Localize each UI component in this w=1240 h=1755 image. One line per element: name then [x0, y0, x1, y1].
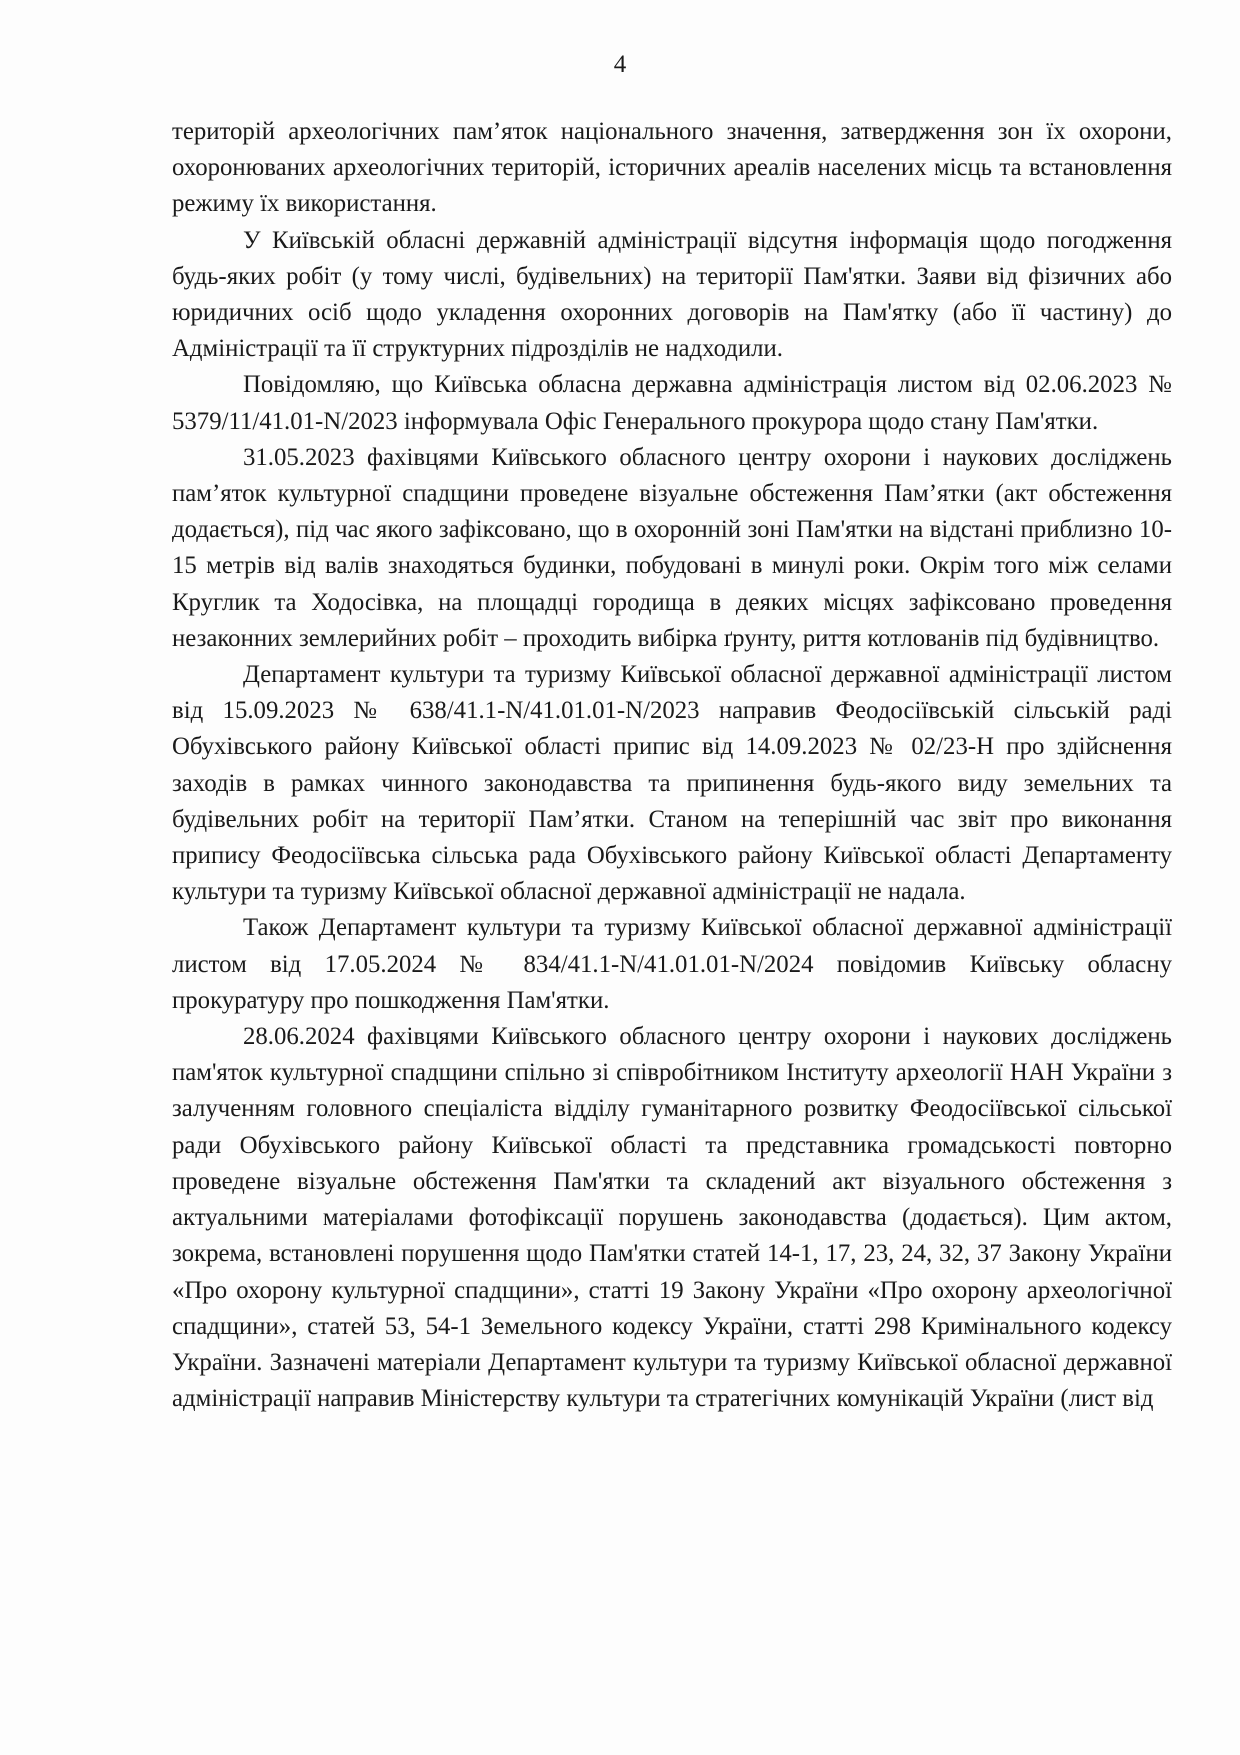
paragraph-inspection-2023: 31.05.2023 фахівцями Київського обласного центру охорони і наукових досліджень пам’яток культурної спадщини проведене візуальне обстеження Пам’ятки (акт обстеження додається), під час якого зафіксовано, що в охоронній зоні Пам'ятки на відстані приблизно 10-15 метрів від валів знаходяться будинки, побудовані в минулі роки. Окрім того між селами Круглик та Ходосівка, на площадці городища в деяких місцях зафіксовано проведення незаконних землерийних робіт – проходить вибірка ґрунту, риття котлованів під будівництво. [172, 443, 1172, 652]
paragraph-letter-regional-prosecution: Також Департамент культури та туризму Київської обласної державної адміністрації листом від 17.05.2024 № 834/41.1-N/41.01.01-N/2024 повідомив Київську обласну прокуратуру про пошкодження Пам'ятки. [172, 914, 1172, 1014]
paragraph-inspection-2024: 28.06.2024 фахівцями Київського обласного центру охорони і наукових досліджень пам'яток культурної спадщини спільно зі співробітником Інституту археології НАН України з залученням головного спеціаліста відділу гуманітарного розвитку Феодосіївської сільської ради Обухівського району Київської області та представника громадськості повторно проведене візуальне обстеження Пам'ятки та складений акт візуального обстеження з актуальними матеріалами фотофіксації порушень законодавства (додається). Цим актом, зокрема, встановлені порушення щодо Пам'ятки статей 14-1, 17, 23, 24, 32, 37 Закону України «Про охорону культурної спадщини», статті 19 Закону України «Про охорону археологічної спадщини», статей 53, 54-1 Земельного кодексу України, статті 298 Кримінального кодексу України. Зазначені матеріали Департамент культури та туризму Київської обласної державної адміністрації направив Міністерству культури та стратегічних комунікацій України (лист від [172, 1023, 1172, 1413]
paragraph-order-village-council: Департамент культури та туризму Київської обласної державної адміністрації листом від 15.09.2023 № 638/41.1-N/41.01.01-N/2023 направив Феодосіївській сільській раді Обухівського району Київської області припис від 14.09.2023 № 02/23-Н про здійснення заходів в рамках чинного законодавства та припинення будь-якого виду земельних та будівельних робіт на території Пам’ятки. Станом на теперішній час звіт про виконання припису Феодосіївська сільська рада Обухівського району Київської області Департаменту культури та туризму Київської обласної державної адміністрації не надала. [172, 661, 1172, 906]
paragraph-continuation: територій археологічних пам’яток національного значення, затвердження зон їх охорони, охоронюваних археологічних територій, історичних ареалів населених місць та встановлення режиму їх використання. [172, 118, 1172, 218]
paragraph-no-approvals: У Київській обласні державній адміністрації відсутня інформація щодо погодження будь-яких робіт (у тому числі, будівельних) на території Пам'ятки. Заяви від фізичних або юридичних осіб щодо укладення охоронних договорів на Пам'ятку (або її частину) до Адміністрації та її структурних підрозділів не надходили. [172, 226, 1172, 363]
page-number: 4 [613, 51, 627, 78]
document-body [172, 114, 1172, 1417]
paragraph-letter-prosecutor: Повідомляю, що Київська обласна державна адміністрація листом від 02.06.2023 № 5379/11/41.01-N/2023 інформувала Офіс Генерального прокурора щодо стану Пам'ятки. [172, 371, 1172, 435]
